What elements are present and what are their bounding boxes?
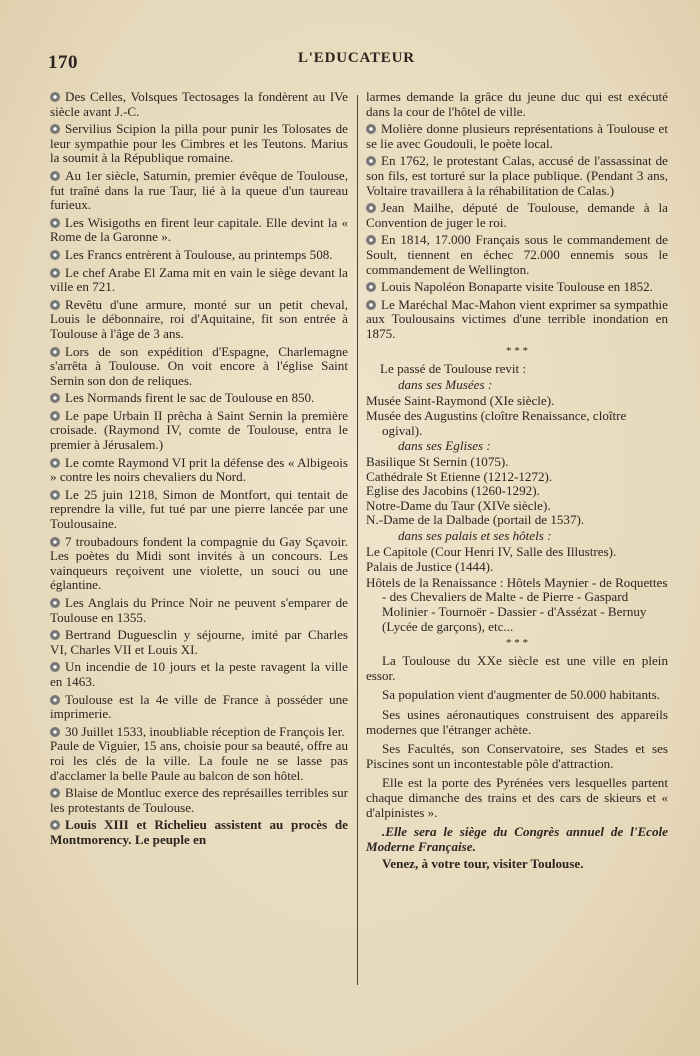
list-item: Le chef Arabe El Zama mit en vain le siège devant la ville en 721. [50,264,348,295]
bullet-icon [50,250,60,260]
palais-entry: Hôtels de la Renaissance : Hôtels Maynier - de Roquettes - des Chevaliers de Malte - de Pierre - Gaspard Molinier - Tournoër - Dassier - d'Assézat - Bernuy (Lycée de garçons), etc... [366,574,668,634]
xx-paragraph: La Toulouse du XXe siècle est une ville en plein essor. [366,653,668,683]
list-item: Le comte Raymond VI prit la défense des « Albigeois » contre les noirs chevaliers du Nord. [50,454,348,485]
bullet-icon [50,490,60,500]
page-number: 170 [48,52,78,73]
bullet-icon [50,218,60,228]
list-item: 30 Juillet 1533, inoubliable réception de François Ier. [50,725,348,740]
list-item: En 1814, 17.000 Français sous le commandement de Soult, tiennent en échec 72.000 ennemis sous le commandement de Wellington. [366,232,668,277]
bullet-icon [50,411,60,421]
bullet-icon [50,820,60,830]
asterism-separator: * * * [506,344,528,357]
musees-heading: dans ses Musées : [398,377,493,393]
bullet-icon [50,300,60,310]
bullet-icon [50,662,60,672]
bullet-icon [50,598,60,608]
eglise-entry: Eglise des Jacobins (1260-1292). [366,483,540,499]
bullet-icon [50,458,60,468]
closing-line: Venez, à votre tour, visiter Toulouse. [382,856,584,872]
bullet-icon [366,124,376,134]
paragraph-paule: Paule de Viguier, 15 ans, choisie pour sa beauté, offre au roi les clés de la ville. La foule ne se lasse pas d'acclamer la belle Paule au balcon de son hôtel. [50,738,348,783]
running-title: L'EDUCATEUR [298,50,415,66]
xx-paragraph: Ses usines aéronautiques construisent des appareils modernes que l'étranger achète. [366,706,668,737]
bullet-icon [50,537,60,547]
palais-heading: dans ses palais et ses hôtels : [398,528,552,544]
list-item: Revêtu d'une armure, monté sur un petit cheval, Louis le débonnaire, roi d'Aquitaine, fit son entrée à Toulouse à l'âge de 3 ans. [50,296,348,341]
congres-note: .Elle sera le siège du Congrès annuel de l'Ecole Moderne Française. [366,824,668,854]
musee-entry: Musée des Augustins (cloître Renaissance, cloître ogival). [366,408,627,438]
list-item: Les Anglais du Prince Noir ne peuvent s'emparer de Toulouse en 1355. [50,595,348,625]
list-item: Louis Napoléon Bonaparte visite Toulouse en 1852. [366,280,668,295]
eglise-entry: Cathédrale St Etienne (1212-1272). [366,468,553,484]
list-item: Bertrand Duguesclin y séjourne, imité par Charles VI, Charles VII et Louis XI. [50,627,348,657]
list-item: Un incendie de 10 jours et la peste ravagent la ville en 1463. [50,659,348,689]
list-item: Blaise de Montluc exerce des représailles terribles sur les protestants de Toulouse. [50,785,348,815]
xx-paragraph: Sa population vient d'augmenter de 50.000 habitants. [382,687,660,703]
right-column [366,90,668,877]
bullet-icon [50,630,60,640]
bullet-icon [50,393,60,403]
list-item: Au 1er siècle, Saturnin, premier évêque de Toulouse, fut traîné dans la rue Taur, lié à la queue d'un taureau furieux. [50,167,348,213]
eglise-entry: N.-Dame de la Dalbade (portail de 1537). [366,512,585,528]
xx-paragraph: Ses Facultés, son Conservatoire, ses Stades et ses Piscines sont un incontestable pôle d'attraction. [366,741,668,771]
continuation-text: larmes demande la grâce du jeune duc qui est exécuté dans la cour de l'hôtel de ville. [366,89,668,119]
list-item: Le Maréchal Mac-Mahon vient exprimer sa sympathie aux Toulousains victimes d'une terrible inondation en 1875. [366,296,668,341]
bullet-icon [366,300,376,310]
bullet-icon [50,92,60,102]
bullet-icon [50,695,60,705]
list-item: Les Wisigoths en firent leur capitale. Elle devint la « Rome de la Garonne ». [50,214,348,245]
bullet-icon [50,788,60,798]
passe-intro: Le passé de Toulouse revit : [380,360,527,376]
column-divider [357,95,358,985]
bullet-icon [366,156,376,166]
list-item: Louis XIII et Richelieu assistent au procès de Montmorency. Le peuple en [50,817,348,847]
palais-entry: Le Capitole (Cour Henri IV, Salle des Illustres). [366,543,617,559]
list-item: Des Celles, Volsques Tectosages la fondèrent au IVe siècle avant J.-C. [50,89,348,119]
list-item: Les Normands firent le sac de Toulouse en 850. [50,391,348,406]
bullet-icon [50,347,60,357]
list-item: Toulouse est la 4e ville de France à posséder une imprimerie. [50,691,348,722]
list-item: Le pape Urbain II prêcha à Saint Sernin la première croisade. (Raymond IV, comte de Toulouse, entra le premier à Jérusalem.) [50,407,348,453]
bullet-icon [366,235,376,245]
list-item: Les Francs entrèrent à Toulouse, au printemps 508. [50,248,348,263]
xx-paragraph: Elle est la porte des Pyrénées vers lesquelles partent chaque dimanche des trains et des cars de skieurs et « d'alpinistes ». [366,775,668,820]
bullet-icon [50,727,60,737]
musee-entry: Musée Saint-Raymond (XIe siècle). [366,392,555,408]
list-item: Lors de son expédition d'Espagne, Charlemagne s'arrêta à Toulouse. On voit encore à l'église Saint Sernin son don de reliques. [50,343,348,388]
list-item: Jean Mailhe, député de Toulouse, demande à la Convention de juger le roi. [366,200,668,230]
list-item: Servilius Scipion la pilla pour punir les Tolosates de leur sympathie pour les Cimbres et les Teutons. Marius la soumit à la République romaine. [50,121,348,166]
list-item: Molière donne plusieurs représentations à Toulouse et se lie avec Goudouli, le poète local. [366,121,668,151]
bullet-icon [50,171,60,181]
asterism-separator: * * * [506,637,528,650]
list-item: En 1762, le protestant Calas, accusé de l'assassinat de son fils, est torturé sur la place publique. (Pendant 3 ans, Voltaire travaillera à la réhabilitation de Calas.) [366,153,668,198]
eglises-heading: dans ses Eglises : [398,438,491,454]
bullet-icon [50,124,60,134]
list-item: 7 troubadours fondent la compagnie du Gay Sçavoir. Les poètes du Midi sont invités à un concours. Les vainqueurs reçoivent une violette, un souci ou une églantine. [50,533,348,593]
eglise-entry: Basilique St Sernin (1075). [366,454,509,470]
list-item: Le 25 juin 1218, Simon de Montfort, qui tentait de reprendre la ville, fut tué par une pierre lancée par une Toulousaine. [50,486,348,532]
bullet-icon [366,203,376,213]
bullet-icon [50,268,60,278]
palais-entry: Palais de Justice (1444). [366,559,494,575]
eglise-entry: Notre-Dame du Taur (XIVe siècle). [366,497,551,513]
bullet-icon [366,282,376,292]
left-column [50,90,348,851]
